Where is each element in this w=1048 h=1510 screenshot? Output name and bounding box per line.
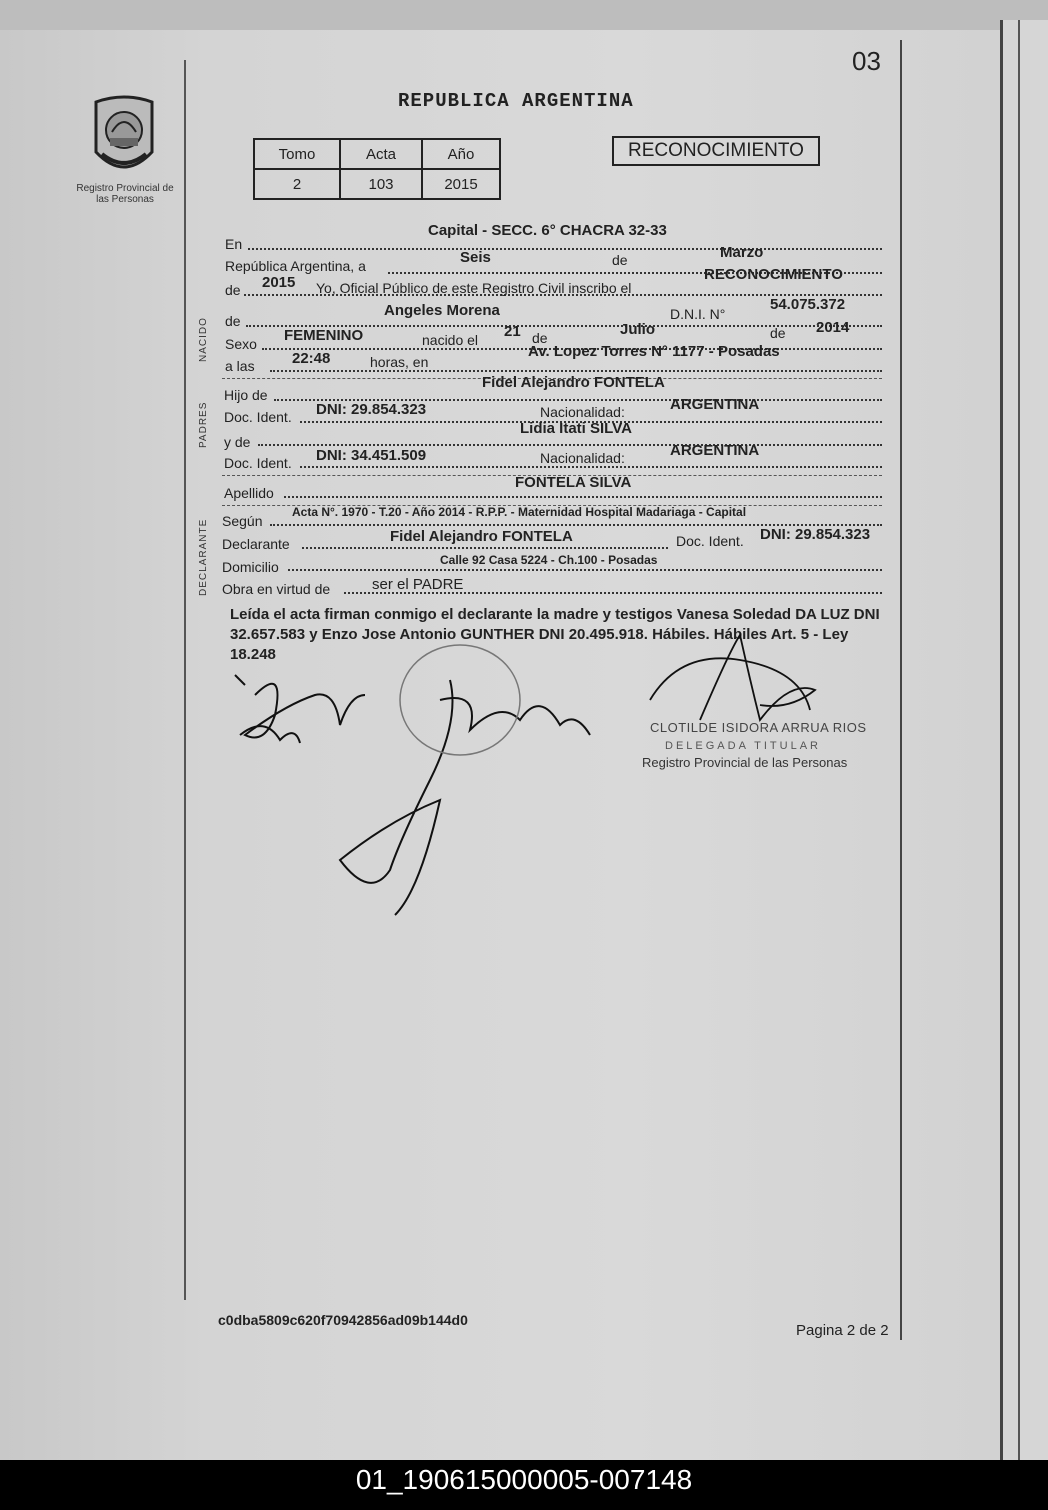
value-acta: 103 [340,169,422,199]
label-sexo: Sexo [225,336,257,352]
stamp-name: CLOTILDE ISIDORA ARRUA RIOS [650,720,867,735]
label-dni: D.N.I. N° [670,306,726,322]
dotted-line [288,569,882,571]
header-tomo: Tomo [254,139,340,169]
reference-value-row [254,169,500,199]
right-margin-line [900,40,902,1340]
value-anio: 2015 [422,169,500,199]
label-doc-ident-declarante: Doc. Ident. [676,533,744,549]
reference-header-row [254,139,500,169]
provincial-seal-icon [88,92,160,182]
label-a-las: a las [225,358,255,374]
label-horas-en: horas, en [370,354,429,370]
label-segun: Según [222,513,263,529]
label-oficial: Yo, Oficial Público de este Registro Civil inscribo el [316,280,632,296]
value-tomo: 2 [254,169,340,199]
label-hijo-de: Hijo de [224,387,268,403]
dotted-line [302,547,668,549]
signature-declarante [330,640,600,920]
label-de-anio-nac: de [770,325,786,341]
value-nombre: Angeles Morena [384,302,500,319]
label-y-de: y de [224,434,251,450]
value-declarante-doc: DNI: 29.854.323 [760,526,871,543]
value-dni: 54.075.372 [770,296,846,313]
value-nac-dia: 21 [504,323,521,340]
label-nacionalidad-padre: Nacionalidad: [540,404,625,420]
left-margin-line [184,60,186,1300]
side-label-declarante: DECLARANTE [198,518,209,596]
value-padre: Fidel Alejandro FONTELA [482,374,665,391]
page-number: 03 [852,46,881,76]
label-de-anio: de [225,282,241,298]
label-doc-ident-padre: Doc. Ident. [224,409,292,425]
value-lugar: Capital - SECC. 6° CHACRA 32-33 [428,222,667,239]
value-nac-anio: 2014 [816,319,850,336]
value-segun: Acta N°. 1970 - T.20 - Año 2014 - R.P.P. - Maternidad Hospital Madariaga - Capital [292,505,747,519]
header-anio: Año [422,139,500,169]
value-nac-mes: Julio [620,321,656,338]
value-sexo: FEMENINO [284,327,364,344]
scan-top-band [0,0,1048,30]
value-madre-nac: ARGENTINA [670,442,760,459]
label-nacionalidad-madre: Nacionalidad: [540,450,625,466]
value-padre-doc: DNI: 29.854.323 [316,401,427,418]
closing-statement: Leída el acta firman conmigo el declarante la madre y testigos Vanesa Soledad DA LUZ DNI 32.657.583 y Enzo Jose Antonio GUNTHER DNI 20.495.918. Hábiles. Hábiles Art. 5 - Ley 18.248 [230,606,880,663]
act-type-box: RECONOCIMIENTO [612,136,820,166]
value-obra: ser el PADRE [372,576,464,593]
dotted-line [284,496,882,498]
label-republica: República Argentina, a [225,258,366,274]
side-label-nacido: NACIDO [198,317,209,362]
value-mes: Marzo [720,244,764,261]
dotted-line [258,444,882,446]
label-de-mes: de [532,330,548,346]
scan-footer-code: 01_190615000005-007148 [0,1460,1048,1510]
dotted-line [300,466,882,468]
logo-caption: Registro Provincial de las Personas [76,183,174,205]
value-hora: 22:48 [292,350,331,367]
pagination-text: Pagina 2 de 2 [796,1322,889,1339]
value-lugar-nac: Av. Lopez Torres N° 1177 - Posadas [528,343,780,360]
value-acto: RECONOCIMIENTO [704,266,843,283]
label-nacido-el: nacido el [422,332,479,348]
header-acta: Acta [340,139,422,169]
reference-table [253,138,501,200]
label-obra: Obra en virtud de [222,581,331,597]
value-anio: 2015 [262,274,296,291]
value-madre-doc: DNI: 34.451.509 [316,447,427,464]
dotted-line [270,370,882,372]
dotted-line [248,248,882,250]
label-doc-ident-madre: Doc. Ident. [224,455,292,471]
value-declarante: Fidel Alejandro FONTELA [390,528,573,545]
document-title: REPUBLICA ARGENTINA [398,90,634,112]
stamp-office: Registro Provincial de las Personas [642,755,848,770]
value-madre: Lidia Itati SILVA [520,420,632,437]
document-hash: c0dba5809c620f70942856ad09b144d0 [218,1312,468,1328]
label-domicilio: Domicilio [222,559,279,575]
value-dia: Seis [460,249,491,266]
page-fold-line [1018,20,1020,1460]
value-domicilio: Calle 92 Casa 5224 - Ch.100 - Posadas [440,553,658,567]
adjacent-page-edge [1000,20,1048,1460]
label-declarante: Declarante [222,536,290,552]
side-label-padres: PADRES [198,401,209,448]
label-de-nombre: de [225,313,241,329]
label-en: En [225,236,243,252]
value-padre-nac: ARGENTINA [670,396,760,413]
label-de: de [612,252,628,268]
stamp-role: DELEGADA TITULAR [665,740,821,752]
label-apellido: Apellido [224,485,274,501]
value-apellido: FONTELA SILVA [515,474,632,491]
